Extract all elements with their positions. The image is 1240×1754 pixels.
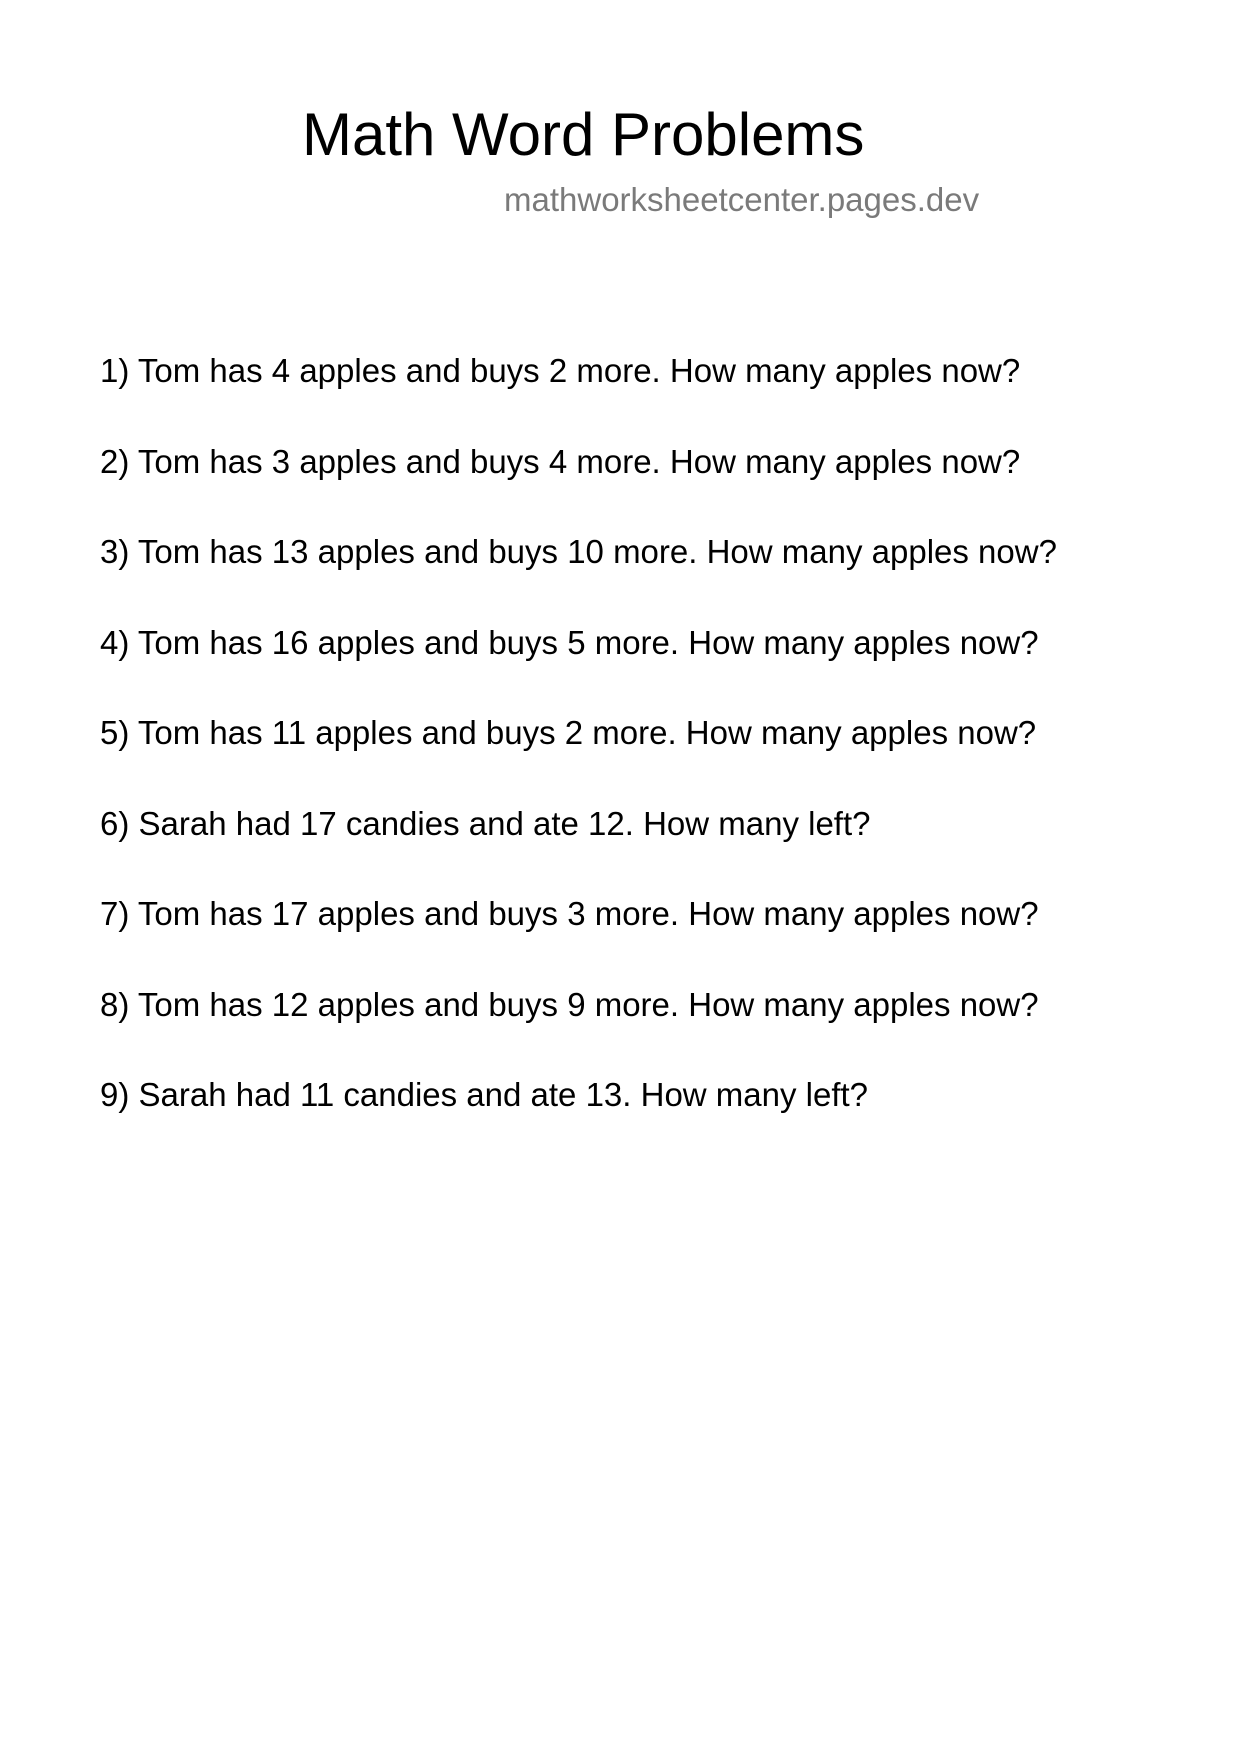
problem-item: 9) Sarah had 11 candies and ate 13. How many left?	[100, 1076, 869, 1113]
problem-item: 6) Sarah had 17 candies and ate 12. How many left?	[100, 804, 871, 842]
problem-item: 3) Tom has 13 apples and buys 10 more. How many apples now?	[100, 533, 1057, 570]
page-title: Math Word Problems	[302, 101, 865, 168]
problem-item: 5) Tom has 11 apples and buys 2 more. How many apples now?	[100, 714, 1037, 751]
problem-item: 2) Tom has 3 apples and buys 4 more. How many apples now?	[100, 442, 1021, 480]
site-url-text: mathworksheetcenter.pages.dev	[504, 181, 980, 218]
problem-list	[100, 348, 1057, 1163]
problem-item: 8) Tom has 12 apples and buys 9 more. How many apples now?	[100, 985, 1039, 1023]
problem-item: 7) Tom has 17 apples and buys 3 more. How many apples now?	[100, 895, 1039, 932]
problem-item: 1) Tom has 4 apples and buys 2 more. How many apples now?	[100, 352, 1021, 389]
problem-item: 4) Tom has 16 apples and buys 5 more. How many apples now?	[100, 623, 1039, 661]
